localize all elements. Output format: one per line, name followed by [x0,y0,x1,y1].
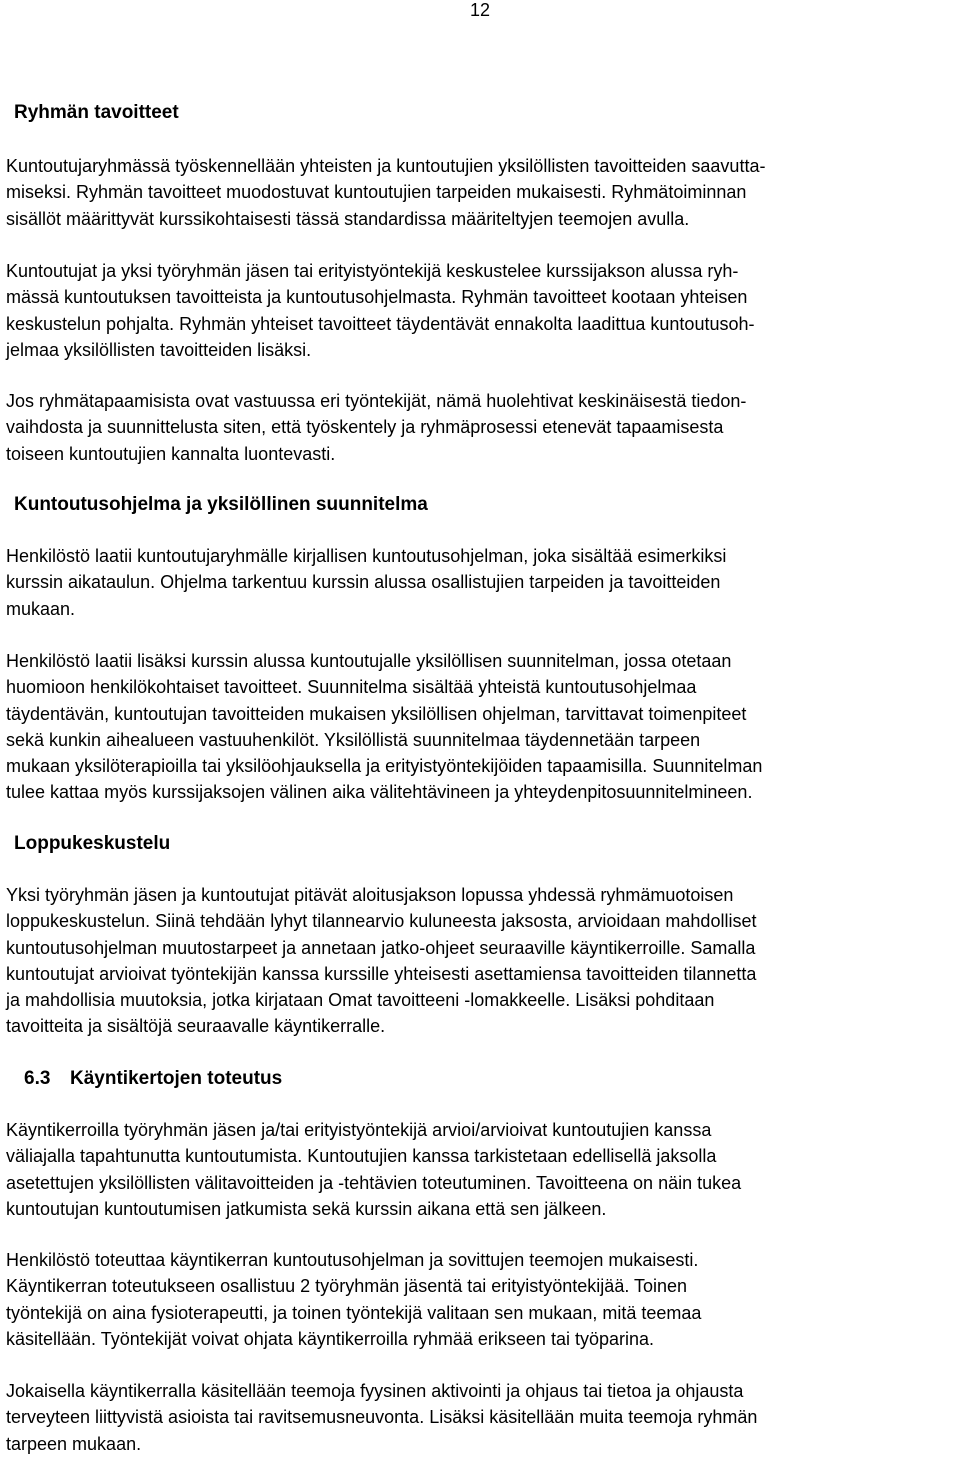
paragraph [6,258,956,363]
text-line: sisällöt määrittyvät kurssikohtaisesti tässä standardissa määriteltyjen teemojen avulla. [6,208,690,229]
text-line: Yksi työryhmän jäsen ja kuntoutujat pitävät aloitusjakson lopussa yhdessä ryhmämuotoisen [6,885,734,905]
section-number: 6.3 [24,1068,51,1089]
text-line: tulee kattaa myös kurssijaksojen välinen aika välitehtävineen ja yhteydenpitosuunnitelmineen. [6,782,753,803]
text-line: tavoitteita ja sisältöjä seuraavalle käyntikerralle. [6,1016,386,1037]
text-line: Henkilöstö laatii lisäksi kurssin alussa kuntoutujalle yksilöllisen suunnitelman, jossa otetaan [6,651,732,671]
paragraph [6,543,956,622]
text-line: Henkilöstö laatii kuntoutujaryhmälle kirjallisen kuntoutusohjelman, joka sisältää esimerkiksi [6,546,727,566]
text-line: terveyteen liittyvistä asioista tai ravitsemusneuvonta. Lisäksi käsitellään muita teemoja ryhmän [6,1407,758,1428]
text-line: kuntoutusohjelman muutostarpeet ja annetaan jatko-ohjeet seuraaville käyntikerroille. Samalla [6,937,756,958]
paragraph [6,388,956,467]
text-line: miseksi. Ryhmän tavoitteet muodostuvat kuntoutujien tarpeiden mukaisesti. Ryhmätoiminnan [6,182,747,203]
text-line: täydentävän, kuntoutujan tavoitteiden mukaisen yksilöllisen ohjelman, tarvittavat toimenpiteet [6,703,747,724]
text-line: kuntoutujan kuntoutumisen jatkumista sekä kurssin aikana että sen jälkeen. [6,1198,607,1219]
text-line: kuntoutujat arvioivat työntekijän kanssa kurssille yhteisesti asettamiensa tavoitteiden tilannetta [6,963,757,984]
text-line: mukaan. [6,598,76,619]
section-title: Käyntikertojen toteutus [70,1068,283,1089]
text-line: loppukeskustelun. Siinä tehdään lyhyt tilannearvio kuluneesta jaksosta, arvioidaan mahdolliset [6,911,757,932]
text-line: toiseen kuntoutujien kannalta luontevasti. [6,443,336,464]
text-line: sekä kunkin aihealueen vastuuhenkilöt. Yksilöllistä suunnitelmaa täydennetään tarpeen [6,729,701,750]
text-line: huomioon henkilökohtaiset tavoitteet. Suunnitelma sisältää yhteistä kuntoutusohjelmaa [6,677,697,698]
section-heading-loppukeskustelu: Loppukeskustelu [14,833,171,854]
text-line: työntekijä on aina fysioterapeutti, ja toinen työntekijä valitaan sen mukaan, mitä teemaa [6,1302,702,1323]
text-line: keskustelun pohjalta. Ryhmän yhteiset tavoitteet täydentävät ennakolta laadittua kuntoutusoh- [6,313,755,334]
page-number: 12 [469,0,491,20]
text-line: jelmaa yksilöllisten tavoitteiden lisäksi. [6,339,312,360]
paragraph [6,1247,956,1352]
paragraph [6,153,956,232]
text-line: Jos ryhmätapaamisista ovat vastuussa eri työntekijät, nämä huolehtivat keskinäisestä tiedon- [6,391,747,411]
text-line: ja mahdollisia muutoksia, jotka kirjataan Omat tavoitteeni -lomakkeelle. Lisäksi pohditaan [6,990,715,1011]
text-line: Jokaisella käyntikerralla käsitellään teemoja fyysinen aktivointi ja ohjaus tai tietoa ja ohjausta [6,1381,744,1401]
text-line: Kuntoutujat ja yksi työryhmän jäsen tai erityistyöntekijä keskustelee kurssijakson alussa ryh- [6,261,739,281]
text-line: Käyntikerran toteutukseen osallistuu 2 työryhmän jäsentä tai erityistyöntekijää. Toinen [6,1276,688,1297]
text-line: vaihdosta ja suunnittelusta siten, että työskentely ja ryhmäprosessi etenevät tapaamisesta [6,417,724,438]
section-heading-ryhman-tavoitteet: Ryhmän tavoitteet [14,102,179,123]
section-heading-kayntikertojen-toteutus [24,1066,282,1092]
paragraph [6,1117,956,1222]
text-line: mukaan yksilöterapioilla tai yksilöohjauksella ja erityistyöntekijöiden tapaamisilla. Suunnitelman [6,756,763,777]
section-heading-kuntoutusohjelma: Kuntoutusohjelma ja yksilöllinen suunnitelma [14,494,428,515]
paragraph [6,882,956,1040]
text-line: kurssin aikataulun. Ohjelma tarkentuu kurssin alussa osallistujien tarpeiden ja tavoitteiden [6,572,721,593]
text-line: väliajalla tapahtunutta kuntoutumista. Kuntoutujien kanssa tarkistetaan edellisellä jaksolla [6,1146,717,1167]
paragraph [6,1378,956,1457]
text-line: tarpeen mukaan. [6,1433,142,1454]
text-line: käsitellään. Työntekijät voivat ohjata käyntikerroilla ryhmää erikseen tai työparina. [6,1328,654,1349]
text-line: Henkilöstö toteuttaa käyntikerran kuntoutusohjelman ja sovittujen teemojen mukaisesti. [6,1250,699,1270]
paragraph [6,648,956,806]
text-line: Kuntoutujaryhmässä työskennellään yhteisten ja kuntoutujien yksilöllisten tavoitteiden saavutta- [6,156,766,176]
text-line: mässä kuntoutuksen tavoitteista ja kuntoutusohjelmasta. Ryhmän tavoitteet kootaan yhteisen [6,287,748,308]
text-line: asetettujen yksilöllisten välitavoitteiden ja -tehtävien toteutuminen. Tavoitteena on näin tukea [6,1172,742,1193]
text-line: Käyntikerroilla työryhmän jäsen ja/tai erityistyöntekijä arvioi/arvioivat kuntoutujien kanssa [6,1120,712,1140]
